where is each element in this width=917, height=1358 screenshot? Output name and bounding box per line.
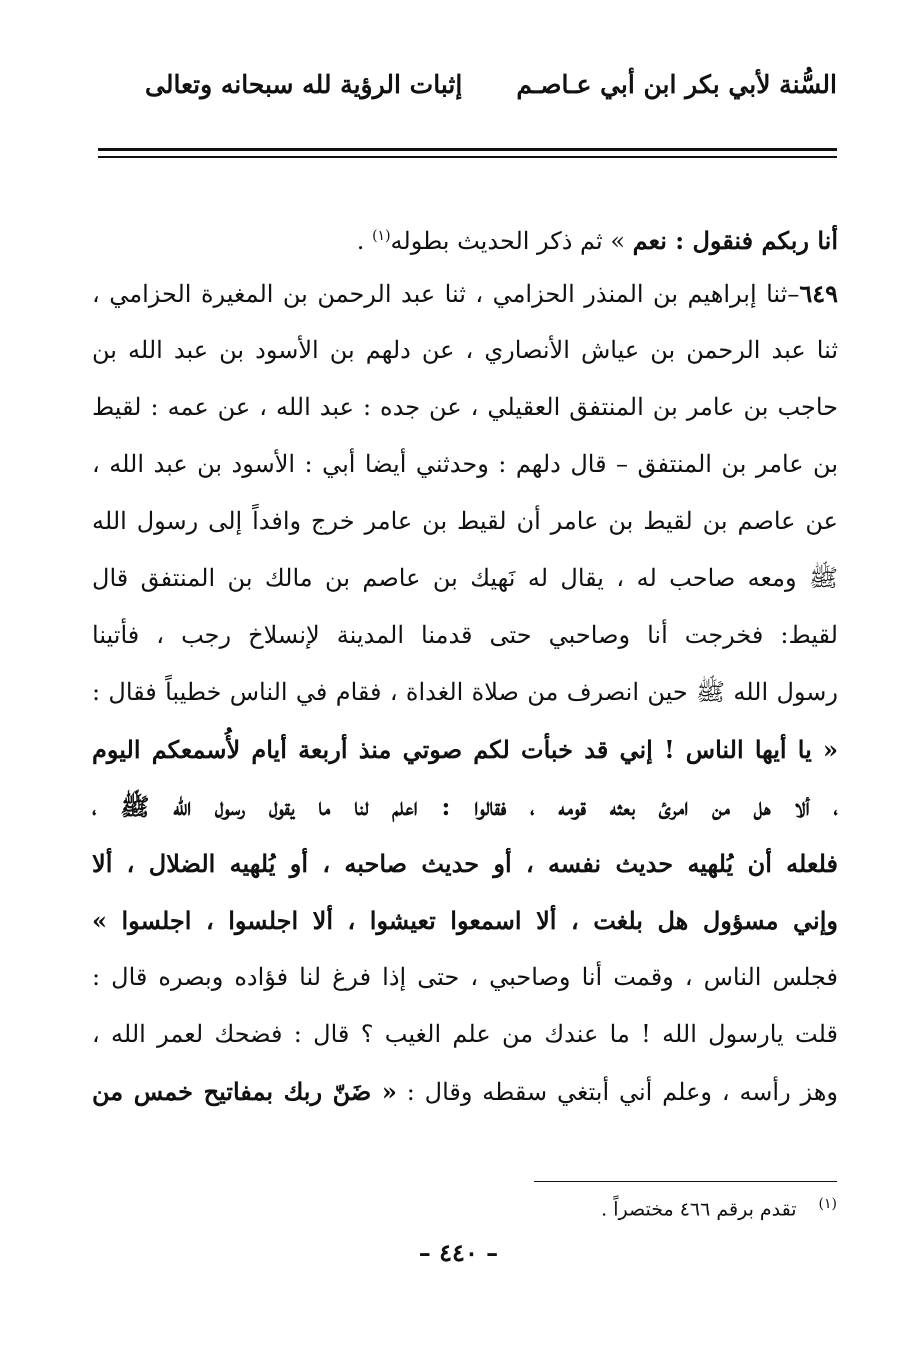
bold-text-segment: فلعله أن يُلهيه حديث نفسه ، أو حديث صاحبه ، أو يُلهيه الضلال ، ألا <box>92 849 838 878</box>
footnote-rule <box>534 1181 837 1182</box>
header-chapter-title: إثبات الرؤية لله سبحانه وتعالى <box>145 70 463 99</box>
text-segment: . <box>356 227 373 255</box>
text-line <box>92 607 838 664</box>
bold-text-segment: أنا ربكم فنقول : نعم <box>632 226 838 255</box>
page-number: – ٤٤٠ – <box>418 1238 499 1267</box>
footnote-mark: (١) <box>818 1196 837 1212</box>
bold-text-segment: ، ألا هل من امرئ بعثه قومه ، فقالوا : اعلم لنا ما يقول رسول الله ﷺ ، <box>92 792 838 821</box>
text-line <box>92 835 838 892</box>
text-line <box>92 778 838 835</box>
text-line <box>92 664 838 721</box>
bold-text-segment: « يا أيها الناس ! إني قد خبأت لكم صوتي منذ أربعة أيام لأُسمعكم اليوم <box>92 735 838 764</box>
text-line <box>92 379 838 436</box>
text-line <box>92 1006 838 1063</box>
text-segment: وهز رأسه ، وعلم أني أبتغي سقطه وقال : <box>396 1078 838 1106</box>
text-line <box>92 436 838 493</box>
text-segment: رسول الله ﷺ حين انصرف من صلاة الغداة ، فقام في الناس خطيباً فقال : <box>92 678 838 706</box>
text-segment: لقيط: فخرجت أنا وصاحبي حتى قدمنا المدينة لإنسلاخ رجب ، فأتينا <box>92 621 838 649</box>
bold-text-segment: وإني مسؤول هل بلغت ، ألا اسمعوا تعيشوا ، ألا اجلسوا ، اجلسوا » <box>92 906 838 935</box>
text-segment: بن عامر بن المنتفق – قال دلهم : وحدثني أيضا أبي : الأسود بن عبد الله ، <box>92 450 838 478</box>
text-line <box>92 322 838 379</box>
text-line <box>92 721 838 778</box>
footnote-ref: (١) <box>372 228 391 244</box>
page-header <box>100 70 837 114</box>
text-line <box>92 550 838 607</box>
text-segment: ﷺ ومعه صاحب له ، يقال له نَهيك بن عاصم بن مالك بن المنتفق قال <box>92 564 838 592</box>
text-line <box>92 493 838 550</box>
text-line <box>92 208 838 265</box>
footnote-text: تقدم برقم ٤٦٦ مختصراً . <box>601 1198 797 1221</box>
bold-text-segment: ٦٤٩ <box>799 279 838 308</box>
header-book-title: السُّنة لأبي بكر ابن أبي عـاصـم <box>516 70 837 99</box>
footnote <box>601 1196 837 1220</box>
text-segment: فجلس الناس ، وقمت أنا وصاحبي ، حتى إذا فرغ لنا فؤاده وبصره قال : <box>92 963 838 991</box>
text-segment: » ثم ذكر الحديث بطوله <box>390 227 633 255</box>
header-rule-thick <box>98 148 837 151</box>
text-segment: حاجب بن عامر بن المنتفق العقيلي ، عن جده : عبد الله ، عن عمه : لقيط <box>92 393 838 421</box>
text-line <box>92 949 838 1006</box>
text-line <box>92 1063 838 1120</box>
text-segment: –ثنا إبراهيم بن المنذر الحزامي ، ثنا عبد الرحمن بن المغيرة الحزامي ، <box>92 280 800 308</box>
bold-text-segment: « ضَنّ ربك بمفاتيح خمس من <box>92 1077 397 1106</box>
body-text <box>92 208 838 1120</box>
text-segment: ثنا عبد الرحمن بن عياش الأنصاري ، عن دلهم بن الأسود بن عبد الله بن <box>92 336 838 364</box>
text-segment: قلت يارسول الله ! ما عندك من علم الغيب ؟ قال : فضحك لعمر الله ، <box>92 1020 838 1048</box>
header-rule-thin <box>98 156 837 158</box>
text-line <box>92 265 838 322</box>
text-segment: عن عاصم بن لقيط بن عامر أن لقيط بن عامر خرج وافداً إلى رسول الله <box>92 507 838 535</box>
text-line <box>92 892 838 949</box>
